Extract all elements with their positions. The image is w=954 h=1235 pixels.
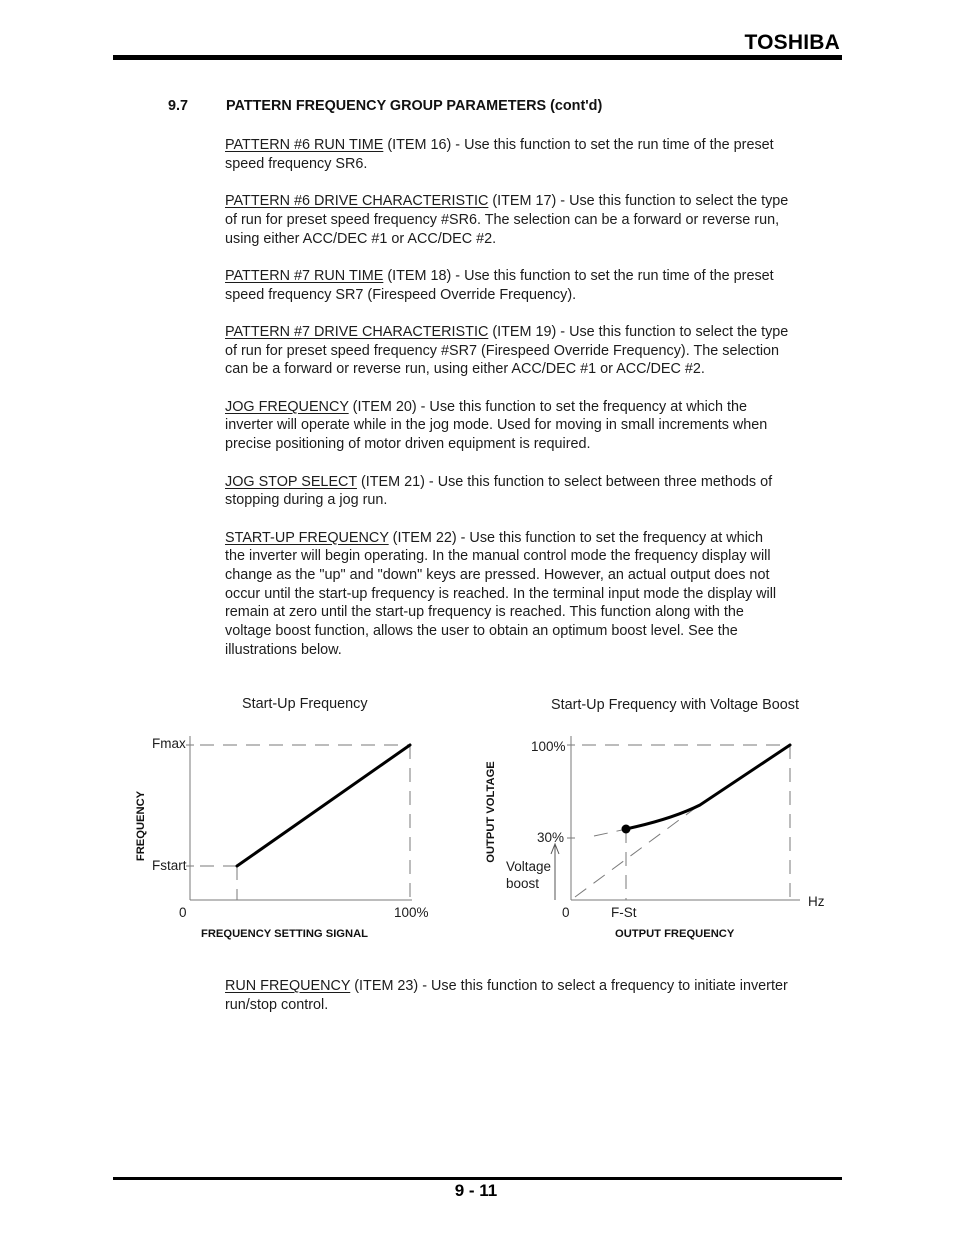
paragraph-text: (ITEM 19) - Use this function to select the type xyxy=(492,323,789,340)
paragraph-line: voltage boost function, allows the user to obtain an optimum boost level. See the xyxy=(225,623,738,640)
y-axis-label: OUTPUT VOLTAGE xyxy=(485,761,497,863)
section-title: PATTERN FREQUENCY GROUP PARAMETERS (cont'd) xyxy=(226,98,603,114)
paragraph-start-up-frequency xyxy=(225,529,788,660)
parameter-term: PATTERN #6 DRIVE CHARACTERISTIC xyxy=(225,193,489,210)
diagram-title: Start-Up Frequency xyxy=(242,696,368,712)
paragraph-text: (ITEM 22) - Use this function to set the frequency at which xyxy=(392,529,763,546)
section-number: 9.7 xyxy=(168,98,189,114)
paragraph-pattern-7-run-time xyxy=(225,267,788,304)
x-tick-label-end: 100% xyxy=(394,905,429,920)
x-axis-unit-label: Hz xyxy=(808,894,825,909)
parameter-term: PATTERN #7 DRIVE CHARACTERISTIC xyxy=(225,323,489,340)
footer-rule xyxy=(113,1177,842,1180)
paragraph-text: (ITEM 20) - Use this function to set the frequency at which the xyxy=(352,398,747,415)
x-tick-label-origin: 0 xyxy=(179,905,187,920)
paragraph-text: (ITEM 23) - Use this function to select a frequency to initiate inverter xyxy=(354,978,788,994)
output-voltage-curve xyxy=(626,745,790,829)
paragraph-line: speed frequency SR7 (Firespeed Override Frequency). xyxy=(225,286,577,303)
paragraph-pattern-6-run-time xyxy=(225,136,788,173)
start-up-frequency-diagram xyxy=(135,696,429,940)
y-tick-label-fmax: Fmax xyxy=(152,736,186,751)
parameter-term: JOG STOP SELECT xyxy=(225,473,357,490)
paragraph-text: (ITEM 21) - Use this function to select between three methods of xyxy=(360,473,773,490)
paragraph-pattern-6-drive-characteristic xyxy=(225,192,788,248)
parameter-descriptions xyxy=(225,136,788,678)
annotation-boost: boost xyxy=(506,876,540,891)
paragraph-run-frequency xyxy=(225,977,788,1014)
paragraph-line: change as the "up" and "down" keys are pressed. However, an actual output does not xyxy=(225,567,770,584)
page-number: 9 - 11 xyxy=(454,1181,498,1200)
paragraph-line: occur until the start-up frequency is reached. In the terminal input mode the display will xyxy=(225,585,777,602)
parameter-term: RUN FREQUENCY xyxy=(225,978,351,994)
x-axis-label: FREQUENCY SETTING SIGNAL xyxy=(201,928,368,940)
paragraph-pattern-7-drive-characteristic xyxy=(225,323,788,379)
paragraph-text: (ITEM 18) - Use this function to set the run time of the preset xyxy=(387,267,774,284)
y-tick-label-100: 100% xyxy=(531,739,566,754)
paragraph-line xyxy=(225,529,788,548)
diagram-title: Start-Up Frequency with Voltage Boost xyxy=(551,697,799,713)
paragraph-line: precise positioning of motor driven equipment is required. xyxy=(225,436,591,453)
paragraph-line: of run for preset speed frequency #SR7 (Firespeed Override Frequency). The selection xyxy=(225,342,780,359)
paragraph-line: stopping during a jog run. xyxy=(225,492,388,509)
paragraph-line xyxy=(225,136,788,155)
paragraph-line: remain at zero until the start-up frequency is reached. This function along with the xyxy=(225,604,744,621)
x-tick-label-origin: 0 xyxy=(562,905,570,920)
paragraph-line xyxy=(225,977,788,996)
paragraph-line: the inverter will begin operating. In the manual control mode the frequency display will xyxy=(225,548,771,565)
parameter-term: PATTERN #7 RUN TIME xyxy=(225,267,384,284)
linear-v-f-reference-line xyxy=(575,806,698,897)
x-tick-label-f-st: F-St xyxy=(611,905,637,920)
paragraph-jog-frequency xyxy=(225,398,788,454)
boost-level-guide-line xyxy=(594,830,622,836)
paragraph-line: of run for preset speed frequency #SR6. The selection can be a forward or reverse run, xyxy=(225,211,780,228)
paragraph-line: using either ACC/DEC #1 or ACC/DEC #2. xyxy=(225,230,497,247)
paragraph-line xyxy=(225,473,788,492)
parameter-term: JOG FREQUENCY xyxy=(225,398,349,415)
parameter-term: PATTERN #6 RUN TIME xyxy=(225,137,384,153)
paragraph-line: can be a forward or reverse run, using either ACC/DEC #1 or ACC/DEC #2. xyxy=(225,361,705,378)
paragraph-jog-stop-select xyxy=(225,473,788,510)
y-tick-label-fstart: Fstart xyxy=(152,858,187,873)
paragraph-line: inverter will operate while in the jog mode. Used for moving in small increments when xyxy=(225,417,768,434)
start-up-frequency-illustrations xyxy=(120,685,840,950)
y-tick-label-30: 30% xyxy=(537,830,565,845)
paragraph-line xyxy=(225,192,788,211)
voltage-boost-diagram xyxy=(485,697,825,940)
paragraph-line: illustrations below. xyxy=(225,641,342,658)
paragraph-text: (ITEM 17) - Use this function to select the type xyxy=(492,193,789,210)
start-point-marker xyxy=(622,825,631,834)
y-axis-label: FREQUENCY xyxy=(135,790,147,862)
brand-logo: TOSHIBA xyxy=(744,31,840,54)
header-rule xyxy=(113,55,842,60)
paragraph-line xyxy=(225,267,788,286)
paragraph-line: run/stop control. xyxy=(225,996,329,1013)
paragraph-line xyxy=(225,398,788,417)
parameter-term: START-UP FREQUENCY xyxy=(225,529,389,546)
annotation-voltage: Voltage xyxy=(506,859,552,874)
paragraph-text: (ITEM 16) - Use this function to set the run time of the preset xyxy=(387,137,774,153)
paragraph-line xyxy=(225,323,788,342)
voltage-boost-arrow xyxy=(551,844,559,900)
paragraph-line: speed frequency SR6. xyxy=(225,155,368,172)
x-axis-label: OUTPUT FREQUENCY xyxy=(615,928,735,940)
frequency-curve xyxy=(237,745,410,866)
